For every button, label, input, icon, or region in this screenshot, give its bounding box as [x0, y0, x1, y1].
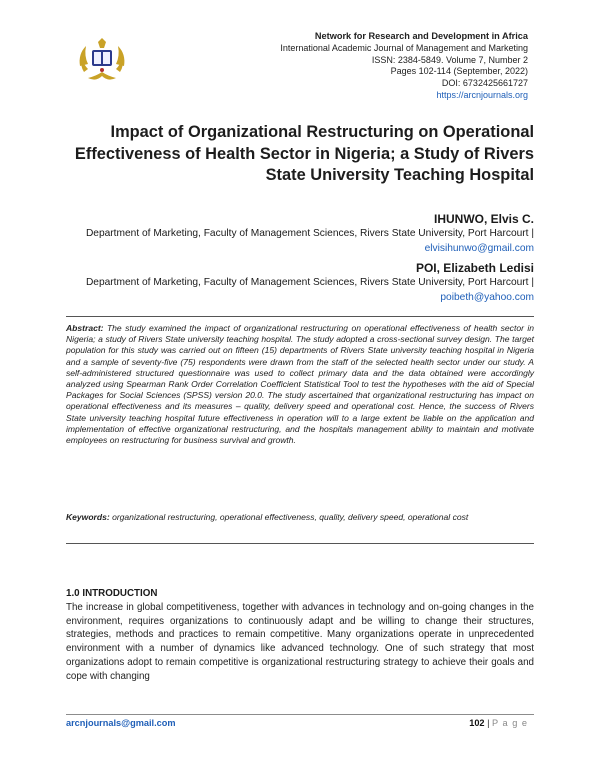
- divider: [66, 543, 534, 544]
- author-email-link[interactable]: poibeth@yahoo.com: [440, 291, 534, 303]
- author-block: [64, 261, 534, 305]
- issn-volume: ISSN: 2384-5849. Volume 7, Number 2: [371, 54, 528, 65]
- author-block: [64, 212, 534, 256]
- doi: DOI: 6732425661727: [441, 78, 528, 89]
- author-affiliation: Department of Marketing, Faculty of Management Sciences, Rivers State University, Port Harcourt: [85, 228, 529, 239]
- abstract-text: The study examined the impact of organizational restructuring on operational effectiveness of health sector in Nigeria; a study of Rivers State university teaching hospital. The study adopted a cross-sectional survey design. The target population for this study was carried out on fifteen (15) departments of Rivers State university teaching hospital in Nigeria and a sample of seventy-five (75) respondents were drawn from the staff of the selected health sector under our study. A self-administered structured questionnaire was used to collect primary data and the data obtained were accordingly analyzed using Spearman Rank Order Correlation Coefficient Statistical Tool to test the hypotheses with the aid of Special Packages for Social Sciences (SPSS) version 20.0. The study ascertained that organizational restructuring has impact on operational effectiveness and its measures – quality, delivery speed and operational cost. Hence, the success of Rivers State university teaching hospital future effectiveness in operation will to a large extent be liable on the application and implementation of effective organizational restructuring, and the hospitals management ability to maintain and motivate employees on restructuring for business survival and growth.: [66, 323, 534, 446]
- abstract-label: Abstract:: [66, 323, 104, 333]
- paper-title: Impact of Organizational Restructuring on Operational Effectiveness of Health Sector in Nigeria; a Study of Rivers State University Teaching Hospital: [74, 123, 534, 184]
- keywords: [66, 512, 534, 523]
- crown-icon: [98, 38, 106, 48]
- separator: |: [528, 277, 534, 288]
- page-word: P a g e: [492, 718, 528, 728]
- divider: [66, 316, 534, 317]
- author-affiliation-line: [64, 227, 534, 256]
- keywords-text: organizational restructuring, operational effectiveness, quality, delivery speed, operational cost: [112, 512, 469, 522]
- journal-logo: [76, 36, 128, 84]
- keywords-label: Keywords:: [66, 512, 110, 522]
- abstract: [66, 323, 534, 446]
- publisher-name: Network for Research and Development in Africa: [314, 31, 528, 41]
- page-num: 102: [469, 718, 485, 728]
- journal-name: International Academic Journal of Management and Marketing: [280, 42, 528, 53]
- introduction-text: The increase in global competitiveness, together with advances in technology and on-going changes in the environment, requires organizations to continuously adapt and be willing to change their structures, strategies, methods and practices to remain competitive. Many organizations operate in unprecedented environment with a number of dynamics like advanced technology. One of such strategy that most organizations adopt to remain competitive is organizational restructuring strategy to achieve their goals and cope with changing: [66, 602, 534, 682]
- author-affiliation: Department of Marketing, Faculty of Management Sciences, Rivers State University, Port Harcourt: [85, 277, 529, 288]
- separator: |: [528, 228, 534, 239]
- page-separator: |: [484, 718, 493, 728]
- author-email-link[interactable]: elvisihunwo@gmail.com: [424, 242, 534, 254]
- journal-header: [280, 31, 528, 102]
- section-heading: 1.0 INTRODUCTION: [66, 588, 158, 599]
- footer-email-link[interactable]: arcnjournals@gmail.com: [66, 718, 176, 728]
- page-number: [469, 718, 528, 728]
- journal-url-link[interactable]: https://arcnjournals.org: [436, 89, 528, 100]
- page-range: Pages 102-114 (September, 2022): [390, 66, 528, 77]
- page-footer: [66, 714, 534, 728]
- author-name: IHUNWO, Elvis C.: [433, 212, 534, 226]
- author-name: POI, Elizabeth Ledisi: [415, 261, 534, 275]
- author-affiliation-line: [64, 276, 534, 305]
